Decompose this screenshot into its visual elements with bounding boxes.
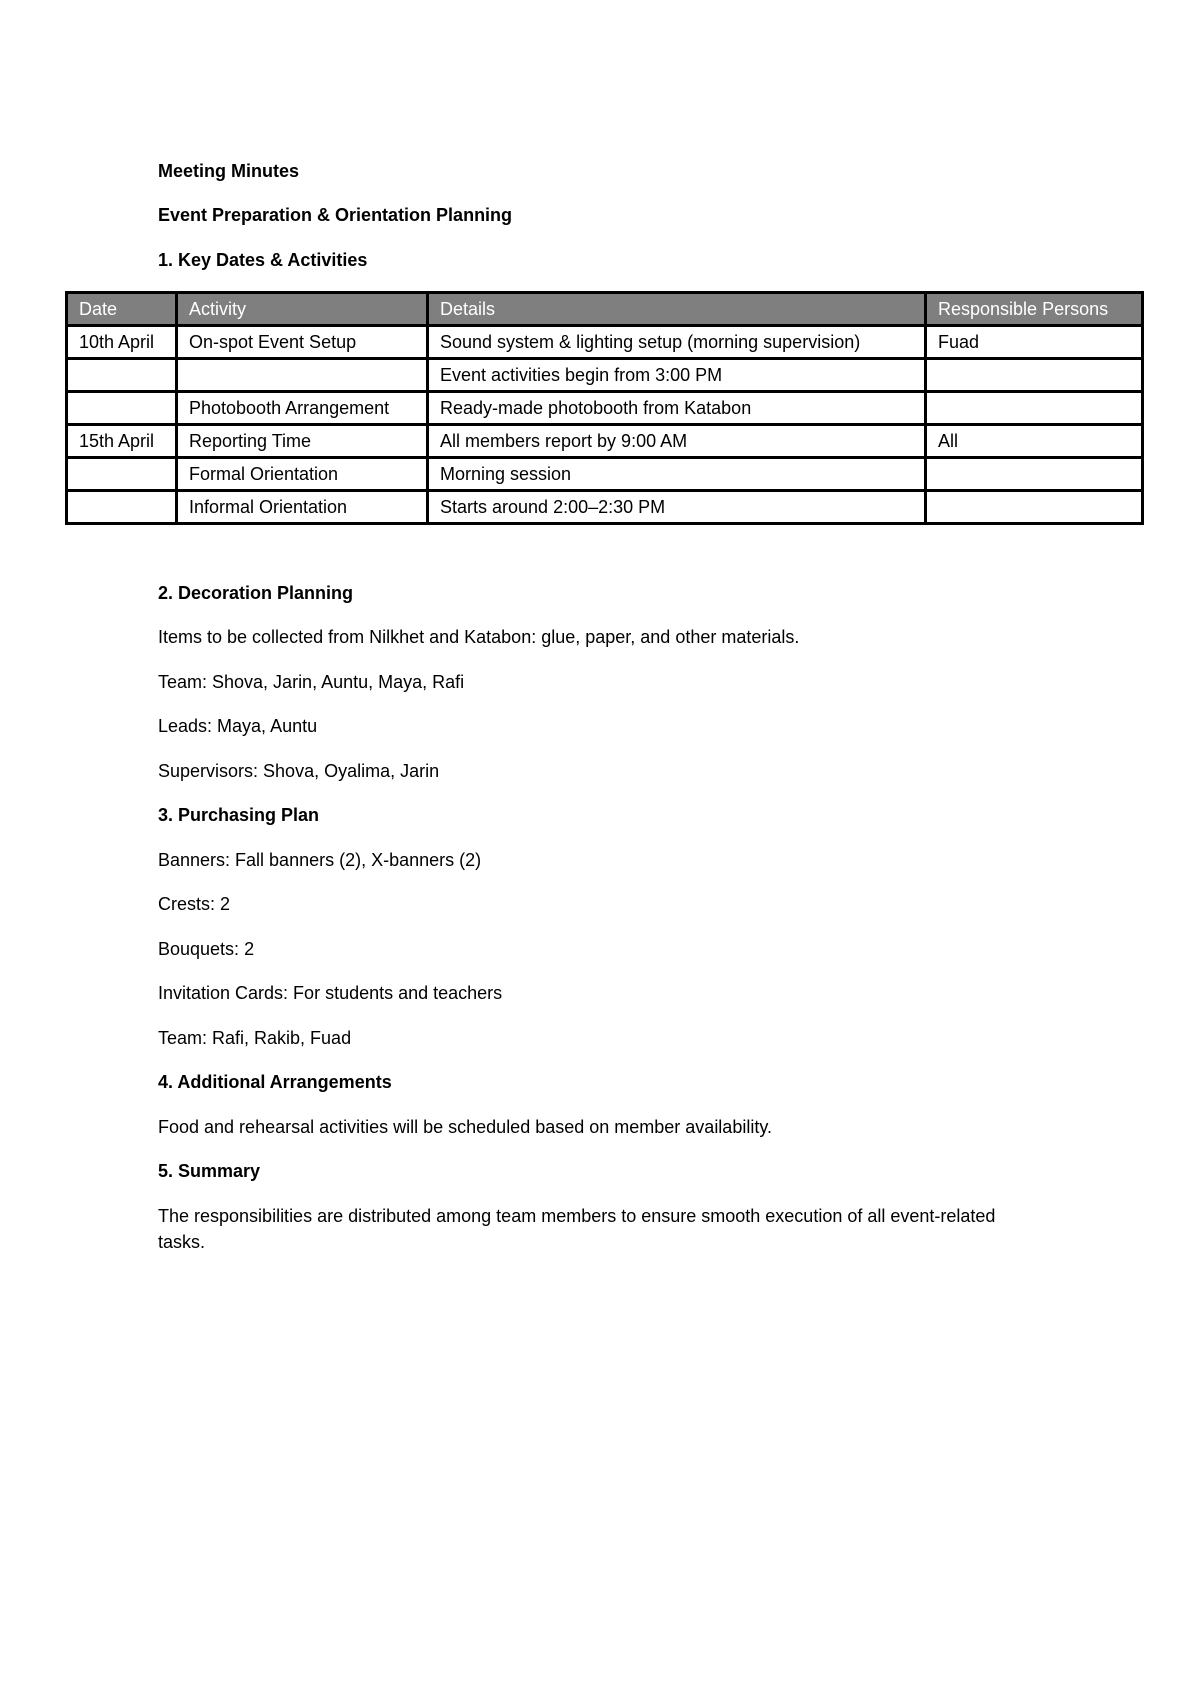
table-cell-date — [67, 491, 177, 524]
table-cell-activity: On-spot Event Setup — [177, 326, 428, 359]
section-heading-additional: 4. Additional Arrangements — [158, 1072, 392, 1092]
table-header-row — [67, 293, 1143, 326]
purchasing-invitation-cards-text: Invitation Cards: For students and teachers — [158, 983, 503, 1003]
table-cell-date — [67, 359, 177, 392]
decoration-team-text: Team: Shova, Jarin, Auntu, Maya, Rafi — [158, 672, 465, 692]
table-cell-details: Event activities begin from 3:00 PM — [428, 359, 926, 392]
table-cell-date: 15th April — [67, 425, 177, 458]
additional-text: Food and rehearsal activities will be scheduled based on member availability. — [158, 1117, 772, 1137]
column-header-date: Date — [67, 293, 177, 326]
purchasing-banners-text: Banners: Fall banners (2), X-banners (2) — [158, 850, 482, 870]
section-heading-decoration: 2. Decoration Planning — [158, 583, 354, 603]
table-row — [67, 359, 1143, 392]
decoration-supervisors-text: Supervisors: Shova, Oyalima, Jarin — [158, 761, 440, 781]
table-cell-responsible — [926, 491, 1143, 524]
table-cell-details: Morning session — [428, 458, 926, 491]
table-cell-responsible: All — [926, 425, 1143, 458]
table-cell-details: All members report by 9:00 AM — [428, 425, 926, 458]
section-heading-summary: 5. Summary — [158, 1161, 261, 1181]
column-header-details: Details — [428, 293, 926, 326]
table-cell-date — [67, 458, 177, 491]
document-subtitle: Event Preparation & Orientation Planning — [158, 205, 513, 225]
table-cell-date — [67, 392, 177, 425]
table-cell-date: 10th April — [67, 326, 177, 359]
table-cell-details: Ready-made photobooth from Katabon — [428, 392, 926, 425]
summary-text: The responsibilities are distributed among team members to ensure smooth execution of all event-related tasks. — [158, 1206, 996, 1252]
decoration-leads-text: Leads: Maya, Auntu — [158, 716, 318, 736]
decoration-items-text: Items to be collected from Nilkhet and Katabon: glue, paper, and other materials. — [158, 627, 800, 647]
table-row — [67, 326, 1143, 359]
column-header-activity: Activity — [177, 293, 428, 326]
table-cell-activity — [177, 359, 428, 392]
table-cell-responsible — [926, 392, 1143, 425]
section-heading-purchasing: 3. Purchasing Plan — [158, 805, 320, 825]
table-cell-activity: Reporting Time — [177, 425, 428, 458]
table-row — [67, 458, 1143, 491]
section-heading-key-dates: 1. Key Dates & Activities — [158, 250, 368, 270]
table-cell-details: Starts around 2:00–2:30 PM — [428, 491, 926, 524]
purchasing-crests-text: Crests: 2 — [158, 894, 231, 914]
table-cell-responsible: Fuad — [926, 326, 1143, 359]
table-row — [67, 392, 1143, 425]
document-title: Meeting Minutes — [158, 161, 300, 181]
table-cell-responsible — [926, 359, 1143, 392]
column-header-responsible-persons: Responsible Persons — [926, 293, 1143, 326]
table-cell-details: Sound system & lighting setup (morning supervision) — [428, 326, 926, 359]
table-cell-activity: Informal Orientation — [177, 491, 428, 524]
table-cell-responsible — [926, 458, 1143, 491]
purchasing-team-text: Team: Rafi, Rakib, Fuad — [158, 1028, 352, 1048]
table-cell-activity: Photobooth Arrangement — [177, 392, 428, 425]
key-dates-table — [65, 291, 1144, 525]
table-cell-activity: Formal Orientation — [177, 458, 428, 491]
table-row — [67, 425, 1143, 458]
purchasing-bouquets-text: Bouquets: 2 — [158, 939, 255, 959]
table-row — [67, 491, 1143, 524]
